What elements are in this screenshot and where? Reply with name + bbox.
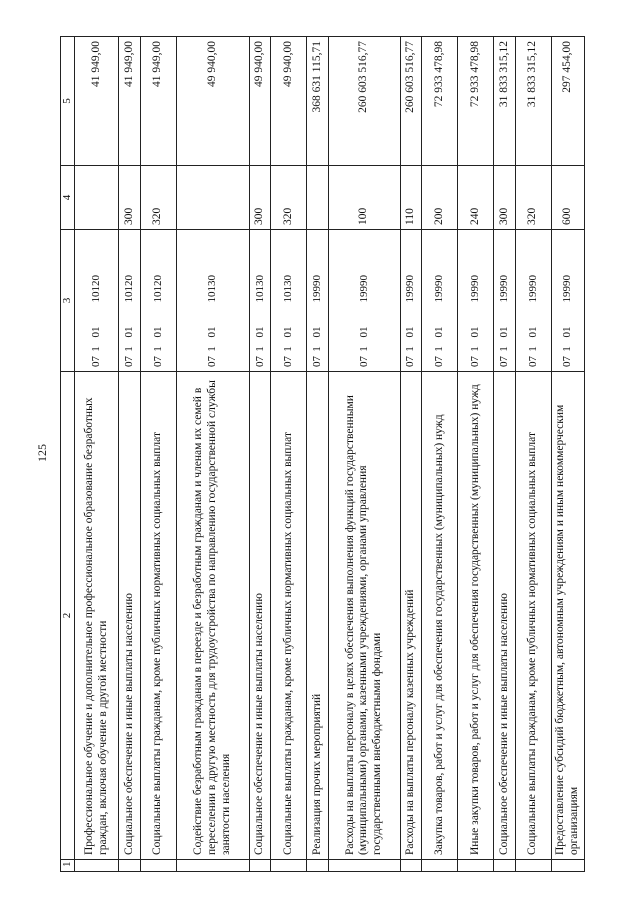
table-row — [551, 37, 584, 872]
subprogram-code: 1 — [282, 346, 295, 352]
row-index-cell — [307, 860, 328, 872]
row-index-cell — [494, 860, 515, 872]
subprogram-code: 1 — [497, 346, 510, 352]
row-code-cell — [494, 230, 515, 372]
row-name-cell: Предоставление субсидий бюджетным, автономным учреждениям и иным некоммерческим организациям — [551, 372, 584, 860]
row-name-cell: Реализация прочих мероприятий — [307, 372, 328, 860]
table-body — [75, 37, 585, 872]
row-name-cell: Расходы на выплаты персоналу в целях обеспечения выполнения функций государственными (муниципальными) органами, казенными учреждениями, органами управления государственными внебюджетными фондами — [328, 372, 400, 860]
row-expense-type-cell: 240 — [458, 166, 494, 230]
subprogram-code: 1 — [206, 346, 219, 352]
row-index-cell — [140, 860, 176, 872]
row-expense-type-cell — [307, 166, 328, 230]
budget-table — [60, 36, 585, 872]
row-index-cell — [515, 860, 551, 872]
direction-code: 19990 — [357, 275, 370, 303]
row-expense-type-cell: 320 — [515, 166, 551, 230]
row-amount-cell: 31 833 315,12 — [494, 37, 515, 166]
direction-code: 19990 — [433, 275, 446, 303]
program-code: 07 — [90, 356, 103, 367]
program-code: 07 — [282, 356, 295, 367]
row-code-cell — [400, 230, 421, 372]
header-col-3: 3 — [61, 230, 75, 372]
table-row — [176, 37, 249, 872]
row-amount-cell: 41 949,00 — [75, 37, 119, 166]
header-col-4: 4 — [61, 166, 75, 230]
subprogram-code: 1 — [433, 346, 446, 352]
table-row — [494, 37, 515, 872]
activity-code: 01 — [90, 326, 103, 338]
header-col-2: 2 — [61, 372, 75, 860]
direction-code: 19990 — [497, 275, 510, 303]
subprogram-code: 1 — [469, 346, 482, 352]
row-name-cell: Социальное обеспечение и иные выплаты населению — [119, 372, 140, 860]
program-code: 07 — [122, 356, 135, 367]
row-expense-type-cell: 320 — [271, 166, 307, 230]
program-code: 07 — [433, 356, 446, 367]
row-amount-cell: 41 949,00 — [140, 37, 176, 166]
row-index-cell — [458, 860, 494, 872]
header-row — [61, 37, 75, 872]
direction-code: 19990 — [526, 275, 539, 303]
header-col-1: 1 — [61, 860, 75, 872]
row-code-cell — [271, 230, 307, 372]
row-index-cell — [119, 860, 140, 872]
subprogram-code: 1 — [310, 346, 323, 352]
row-amount-cell: 49 940,00 — [250, 37, 271, 166]
row-name-cell: Социальные выплаты гражданам, кроме публичных нормативных социальных выплат — [271, 372, 307, 860]
subprogram-code: 1 — [151, 346, 164, 352]
row-code-cell — [250, 230, 271, 372]
subprogram-code: 1 — [404, 346, 417, 352]
row-code-cell — [515, 230, 551, 372]
program-code: 07 — [404, 356, 417, 367]
program-code: 07 — [561, 356, 574, 367]
row-amount-cell: 41 949,00 — [119, 37, 140, 166]
direction-code: 19990 — [469, 275, 482, 303]
row-code-cell — [328, 230, 400, 372]
activity-code: 01 — [122, 326, 135, 338]
table-row — [328, 37, 400, 872]
subprogram-code: 1 — [253, 346, 266, 352]
row-expense-type-cell: 200 — [422, 166, 458, 230]
row-code-cell — [422, 230, 458, 372]
table-row — [75, 37, 119, 872]
direction-code: 10130 — [253, 275, 266, 303]
direction-code: 19990 — [561, 275, 574, 303]
row-expense-type-cell: 100 — [328, 166, 400, 230]
table-row — [422, 37, 458, 872]
program-code: 07 — [497, 356, 510, 367]
row-expense-type-cell: 110 — [400, 166, 421, 230]
direction-code: 10130 — [282, 275, 295, 303]
row-code-cell — [75, 230, 119, 372]
row-index-cell — [176, 860, 249, 872]
row-amount-cell: 49 940,00 — [176, 37, 249, 166]
table-row — [515, 37, 551, 872]
activity-code: 01 — [282, 326, 295, 338]
row-expense-type-cell: 300 — [119, 166, 140, 230]
activity-code: 01 — [310, 326, 323, 338]
table-row — [140, 37, 176, 872]
row-expense-type-cell: 320 — [140, 166, 176, 230]
activity-code: 01 — [561, 326, 574, 338]
row-name-cell: Содействие безработным гражданам в переезде и безработным гражданам и членам их семей в переселении в другую местность для трудоустройства по направлению государственной службы занятости населения — [176, 372, 249, 860]
table-row — [250, 37, 271, 872]
rotated-table-wrapper — [60, 37, 585, 872]
row-expense-type-cell — [176, 166, 249, 230]
row-name-cell: Закупка товаров, работ и услуг для обеспечения государственных (муниципальных) нужд — [422, 372, 458, 860]
direction-code: 19990 — [310, 275, 323, 303]
row-amount-cell: 72 933 478,98 — [458, 37, 494, 166]
row-expense-type-cell — [75, 166, 119, 230]
row-amount-cell: 297 454,00 — [551, 37, 584, 166]
program-code: 07 — [469, 356, 482, 367]
row-name-cell: Социальное обеспечение и иные выплаты населению — [494, 372, 515, 860]
row-name-cell: Социальное обеспечение и иные выплаты населению — [250, 372, 271, 860]
subprogram-code: 1 — [122, 346, 135, 352]
activity-code: 01 — [497, 326, 510, 338]
table-row — [307, 37, 328, 872]
program-code: 07 — [253, 356, 266, 367]
row-index-cell — [250, 860, 271, 872]
table-row — [400, 37, 421, 872]
program-code: 07 — [526, 356, 539, 367]
row-code-cell — [140, 230, 176, 372]
activity-code: 01 — [526, 326, 539, 338]
subprogram-code: 1 — [90, 346, 103, 352]
header-col-5: 5 — [61, 37, 75, 166]
row-amount-cell: 260 603 516,77 — [328, 37, 400, 166]
program-code: 07 — [357, 356, 370, 367]
row-amount-cell: 72 933 478,98 — [422, 37, 458, 166]
row-expense-type-cell: 300 — [494, 166, 515, 230]
row-expense-type-cell: 300 — [250, 166, 271, 230]
row-index-cell — [271, 860, 307, 872]
direction-code: 10120 — [151, 275, 164, 303]
direction-code: 10120 — [90, 275, 103, 303]
table-row — [119, 37, 140, 872]
table-row — [458, 37, 494, 872]
row-name-cell: Расходы на выплаты персоналу казенных учреждений — [400, 372, 421, 860]
direction-code: 19990 — [404, 275, 417, 303]
row-index-cell — [422, 860, 458, 872]
program-code: 07 — [151, 356, 164, 367]
row-expense-type-cell: 600 — [551, 166, 584, 230]
page-number: 125 — [35, 444, 49, 462]
program-code: 07 — [206, 356, 219, 367]
activity-code: 01 — [404, 326, 417, 338]
activity-code: 01 — [357, 326, 370, 338]
row-code-cell — [119, 230, 140, 372]
row-index-cell — [400, 860, 421, 872]
activity-code: 01 — [469, 326, 482, 338]
row-index-cell — [75, 860, 119, 872]
row-code-cell — [458, 230, 494, 372]
subprogram-code: 1 — [526, 346, 539, 352]
row-index-cell — [328, 860, 400, 872]
subprogram-code: 1 — [561, 346, 574, 352]
activity-code: 01 — [151, 326, 164, 338]
activity-code: 01 — [206, 326, 219, 338]
row-amount-cell: 260 603 516,77 — [400, 37, 421, 166]
direction-code: 10120 — [122, 275, 135, 303]
row-amount-cell: 49 940,00 — [271, 37, 307, 166]
row-name-cell: Профессиональное обучение и дополнительное профессиональное образование безработных граждан, включая обучение в другой местности — [75, 372, 119, 860]
row-amount-cell: 31 833 315,12 — [515, 37, 551, 166]
row-code-cell — [176, 230, 249, 372]
activity-code: 01 — [253, 326, 266, 338]
activity-code: 01 — [433, 326, 446, 338]
table-row — [271, 37, 307, 872]
row-amount-cell: 368 631 115,71 — [307, 37, 328, 166]
row-code-cell — [551, 230, 584, 372]
row-name-cell: Социальные выплаты гражданам, кроме публичных нормативных социальных выплат — [515, 372, 551, 860]
row-name-cell: Социальные выплаты гражданам, кроме публичных нормативных социальных выплат — [140, 372, 176, 860]
program-code: 07 — [310, 356, 323, 367]
row-index-cell — [551, 860, 584, 872]
row-code-cell — [307, 230, 328, 372]
direction-code: 10130 — [206, 275, 219, 303]
subprogram-code: 1 — [357, 346, 370, 352]
row-name-cell: Иные закупки товаров, работ и услуг для обеспечения государственных (муниципальных) нужд — [458, 372, 494, 860]
